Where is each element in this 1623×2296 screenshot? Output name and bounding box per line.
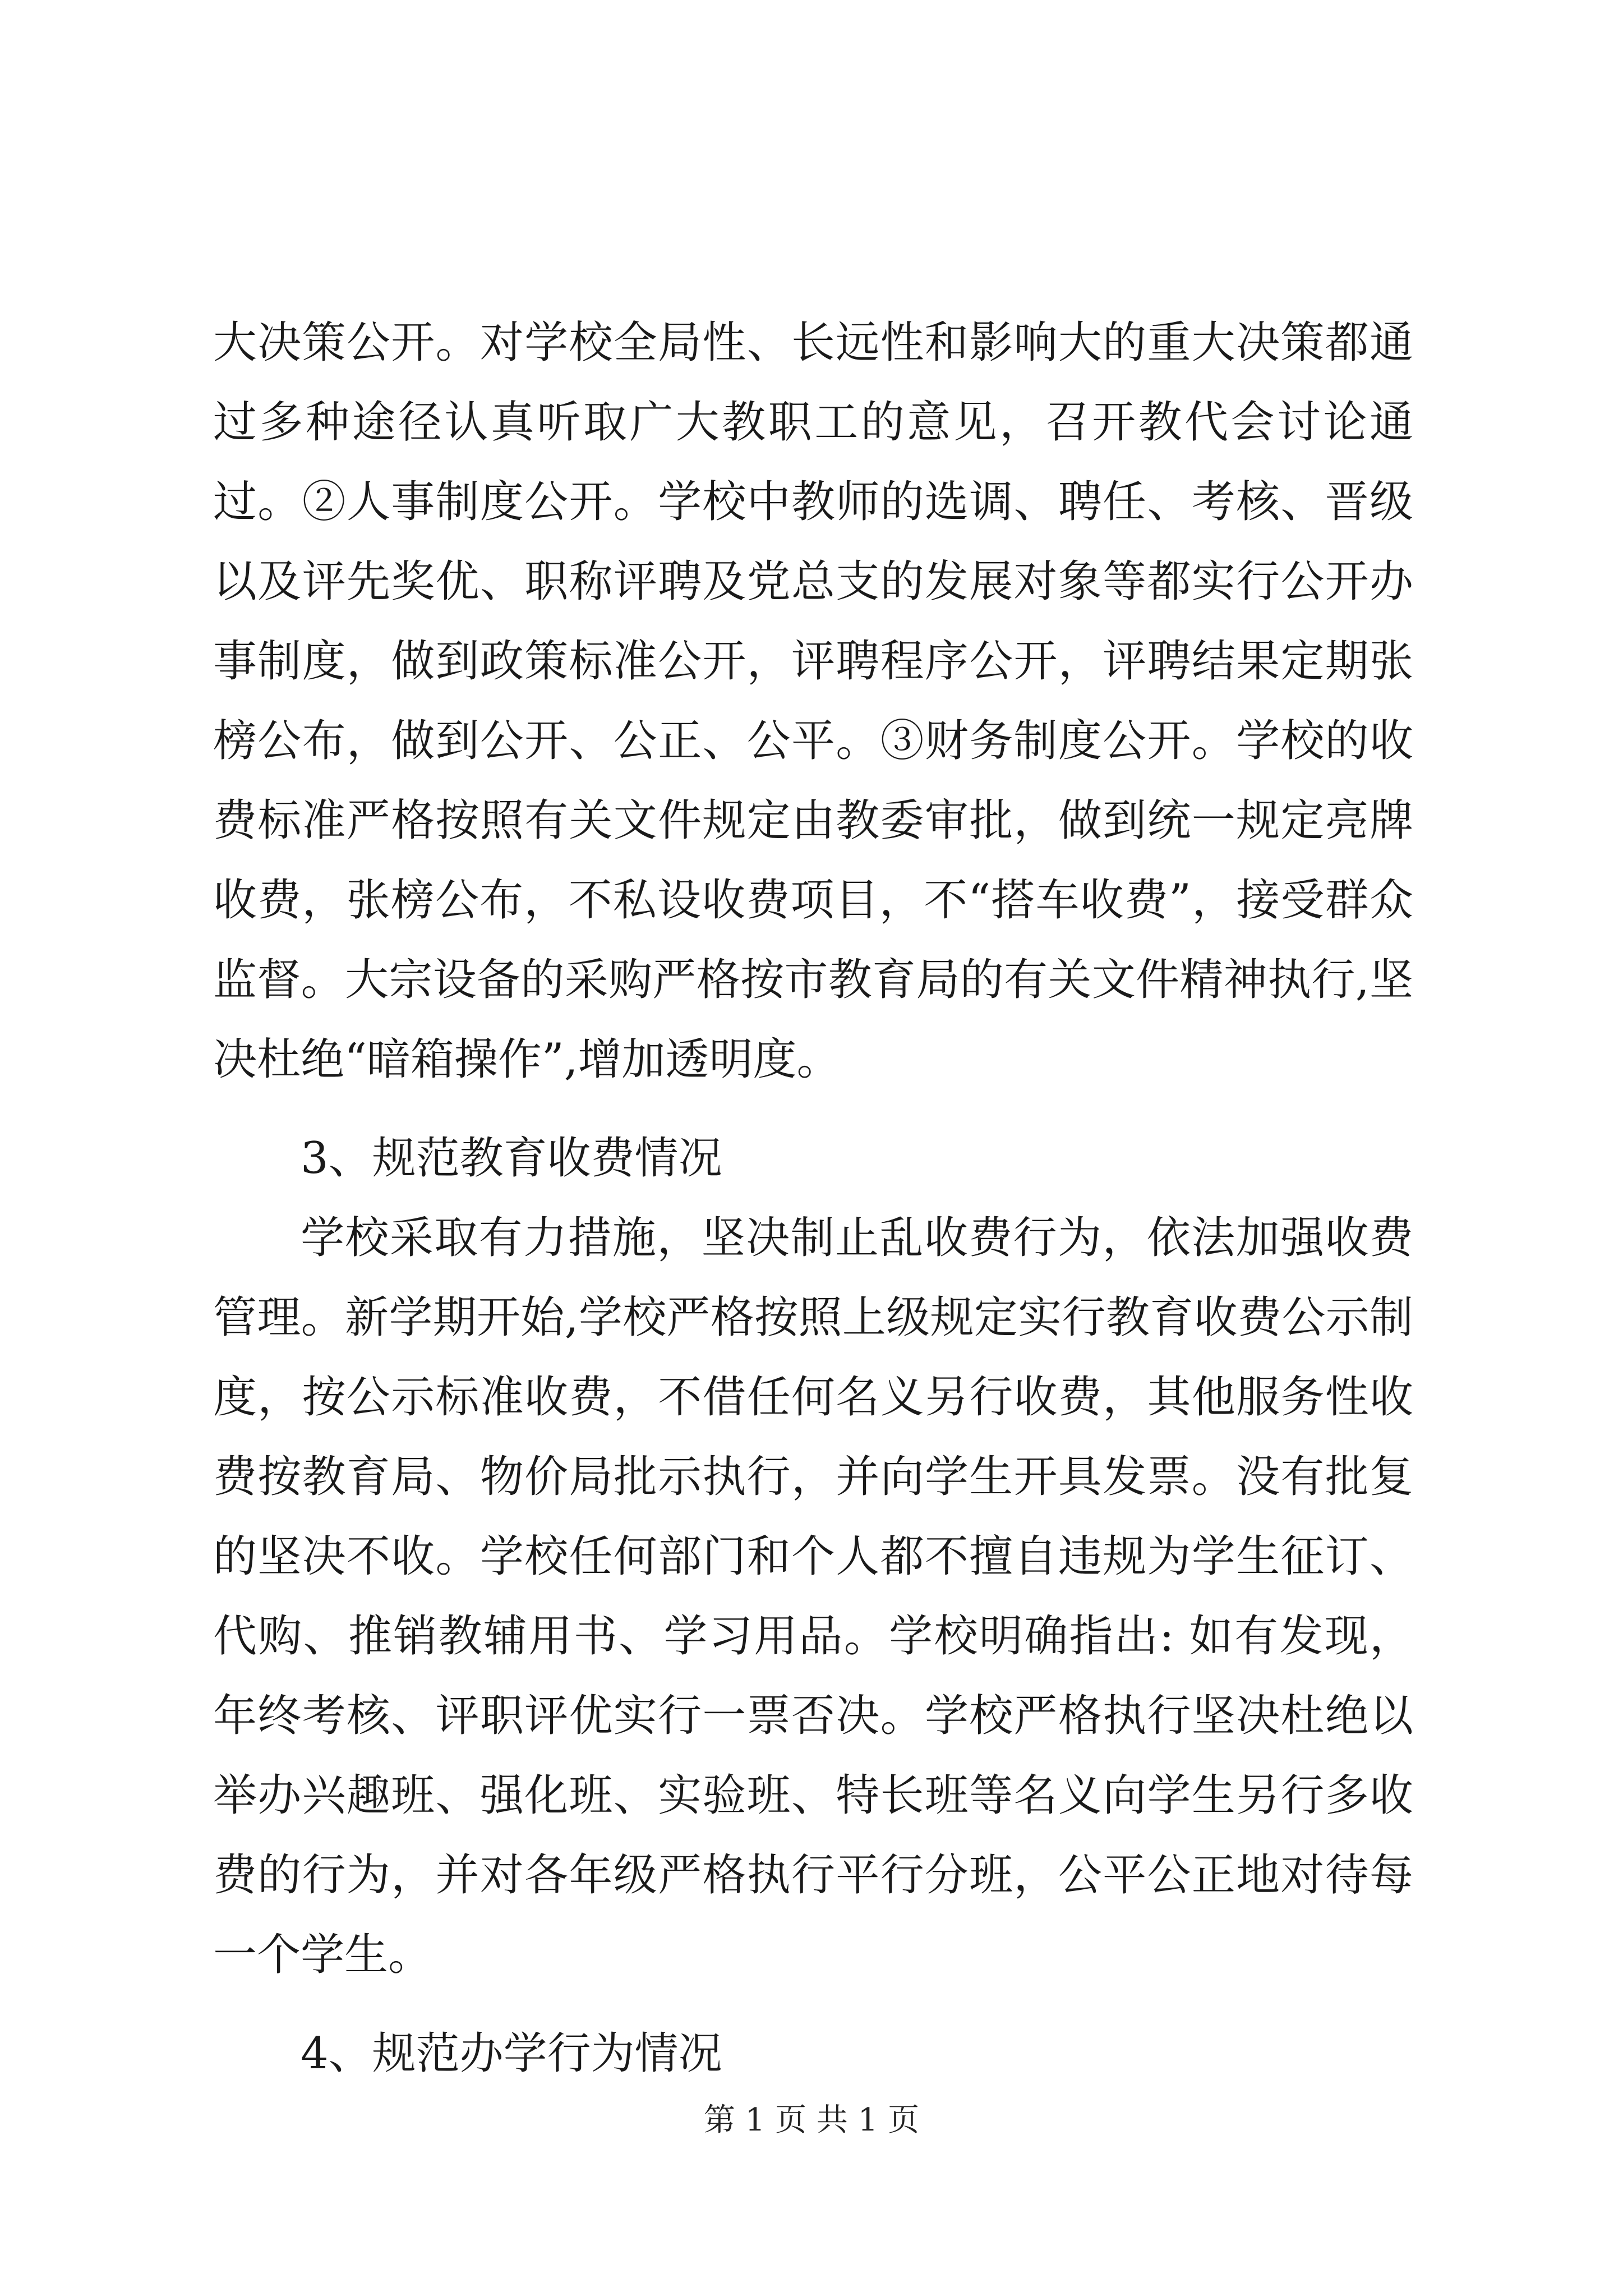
document-body [213,303,1413,2093]
page-footer [0,2098,1623,2143]
section-heading-fees: 3、规范教育收费情况 [301,1133,722,1184]
paragraph-fees: 学校采取有力措施，坚决制止乱收费行为，依法加强收费管理。新学期开始,学校严格按照上级规定实行教育收费公示制度，按公示标准收费，不借任何名义另行收费，其他服务性收费按教育局、物价局批示执行，并向学生开具发票。没有批复的坚决不收。学校任何部门和个人都不擅自违规为学生征订、代购、推销教辅用书、学习用品。学校明确指出: 如有发现，年终考核、评职评优实行一票否决。学校严格执行坚决杜绝以举办兴趣班、强化班、实验班、特长班等名义向学生另行多收费的行为，并对各年级严格执行平行分班，公平公正地对待每一个学生。 [213,1213,1413,1980]
page-number: 第 1 页 共 1 页 [703,2102,920,2138]
section-heading-school-conduct: 4、规范办学行为情况 [301,2028,722,2079]
paragraph-public-affairs: 大决策公开。对学校全局性、长远性和影响大的重大决策都通过多种途径认真听取广大教职工的意见，召开教代会讨论通过。②人事制度公开。学校中教师的选调、聘任、考核、晋级以及评先奖优、职称评聘及党总支的发展对象等都实行公开办事制度，做到政策标准公开，评聘程序公开，评聘结果定期张榜公布，做到公开、公正、公平。③财务制度公开。学校的收费标准严格按照有关文件规定由教委审批，做到统一规定亮牌收费，张榜公布，不私设收费项目，不“搭车收费”，接受群众监督。大宗设备的采购严格按市教育局的有关文件精神执行,坚决杜绝“暗箱操作”,增加透明度。 [213,318,1413,1085]
